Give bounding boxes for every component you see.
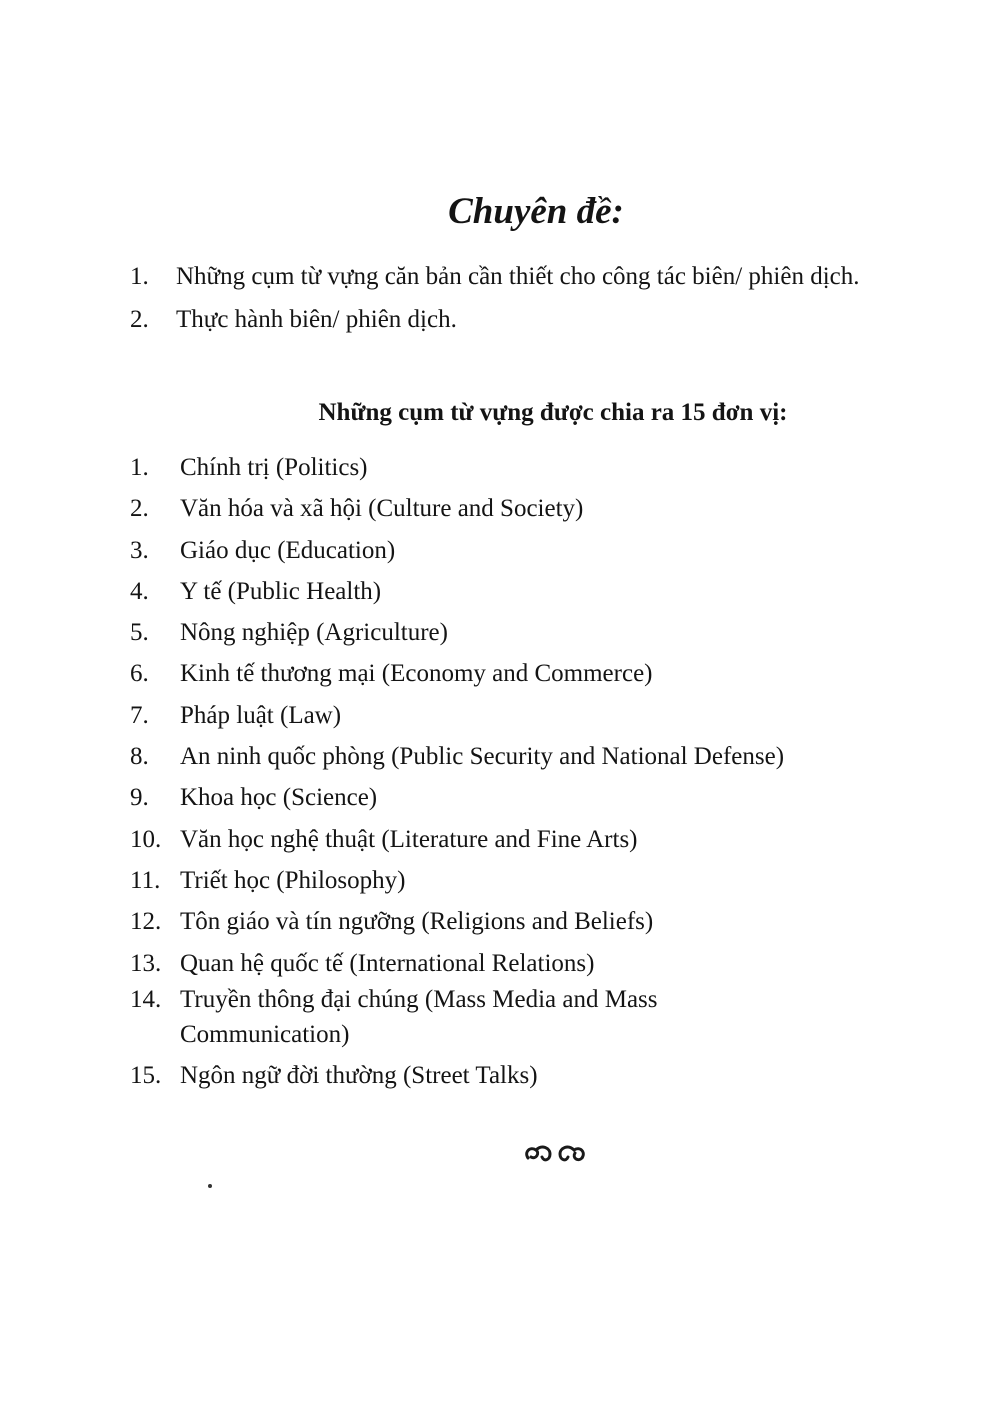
list-item <box>130 982 770 1058</box>
list-item-text: Thực hành biên/ phiên dịch. <box>176 306 457 333</box>
units-list <box>130 450 960 1099</box>
list-item-number: 8. <box>130 743 149 771</box>
list-item-number: 2. <box>130 306 149 333</box>
list-item <box>130 863 960 904</box>
list-item <box>130 822 960 863</box>
list-item-number: 2. <box>130 495 149 523</box>
list-item-text: Văn học nghệ thuật (Literature and Fine Arts) <box>180 825 638 853</box>
list-item <box>130 615 960 656</box>
fleuron-ornament-icon <box>520 1138 590 1168</box>
list-item <box>130 491 960 532</box>
list-item-number: 10. <box>130 825 162 853</box>
list-item-number: 3. <box>130 536 149 564</box>
list-item-text: Nông nghiệp (Agriculture) <box>180 619 448 647</box>
list-item-text: Triết học (Philosophy) <box>180 866 406 894</box>
list-item-number: 14. <box>130 985 162 1013</box>
list-item-text: Kinh tế thương mại (Economy and Commerce) <box>180 660 653 688</box>
list-item-text: Truyền thông đại chúng (Mass Media and Mass Communication) <box>180 985 658 1048</box>
list-item <box>130 698 960 739</box>
list-item <box>130 301 930 339</box>
list-item-number: 4. <box>130 577 149 605</box>
list-item-number: 1. <box>130 454 149 481</box>
list-item <box>130 533 960 574</box>
list-item-number: 1. <box>130 263 149 290</box>
list-item-number: 15. <box>130 1061 162 1089</box>
paper-speck <box>208 1184 212 1188</box>
list-item-number: 7. <box>130 701 149 729</box>
list-item-number: 13. <box>130 949 162 977</box>
list-item-text: An ninh quốc phòng (Public Security and National Defense) <box>180 743 785 771</box>
list-item-text: Những cụm từ vựng căn bản cần thiết cho công tác biên/ phiên dịch. <box>176 263 860 290</box>
list-item-text: Quan hệ quốc tế (International Relations) <box>180 949 595 977</box>
list-item <box>130 574 960 615</box>
topics-list <box>130 258 930 344</box>
list-item-number: 5. <box>130 619 149 647</box>
list-item <box>130 739 960 780</box>
list-item <box>130 258 930 296</box>
list-item <box>130 946 960 982</box>
list-item <box>130 450 960 491</box>
list-item-text: Y tế (Public Health) <box>180 577 382 605</box>
list-item-text: Văn hóa và xã hội (Culture and Society) <box>180 495 584 523</box>
list-item <box>130 904 960 945</box>
list-item-text: Chính trị (Politics) <box>180 454 368 481</box>
list-item-number: 6. <box>130 660 149 688</box>
list-item-text: Giáo dục (Education) <box>180 536 396 564</box>
list-item-text: Khoa học (Science) <box>180 784 378 812</box>
list-item <box>130 1058 960 1099</box>
list-item-text: Pháp luật (Law) <box>180 701 342 729</box>
list-item-number: 11. <box>130 866 161 894</box>
list-item <box>130 656 960 697</box>
page-title: Chuyên đề: <box>448 191 624 232</box>
list-item-number: 9. <box>130 784 149 812</box>
list-item-number: 12. <box>130 908 162 936</box>
list-item-text: Ngôn ngữ đời thường (Street Talks) <box>180 1061 538 1089</box>
section-heading: Những cụm từ vựng được chia ra 15 đơn vị: <box>318 399 788 426</box>
list-item <box>130 780 960 821</box>
list-item-text: Tôn giáo và tín ngưỡng (Religions and Beliefs) <box>180 908 654 936</box>
